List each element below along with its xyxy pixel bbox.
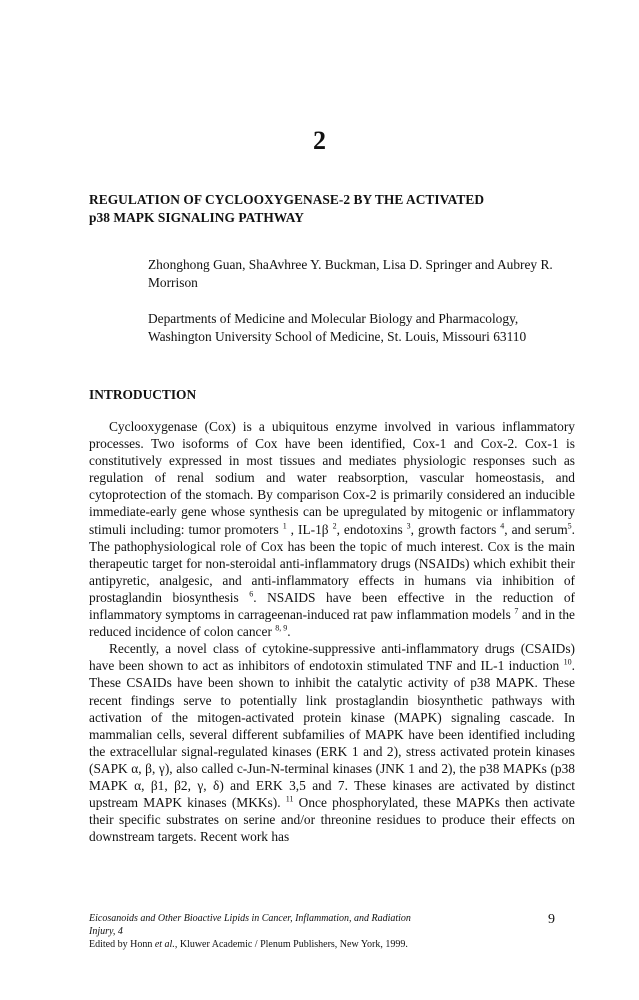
authors: Zhonghong Guan, ShaAvhree Y. Buckman, Lisa D. Springer and Aubrey R. Morrison <box>148 257 553 290</box>
citation: 5 <box>567 521 572 531</box>
chapter-number: 2 <box>313 126 326 155</box>
text-segment: . These CSAIDs have been shown to inhibit the catalytic activity of p38 MAPK. These recent findings serve to potentially link prostaglandin biosynthetic pathways with activation of the mitogen-activated protein kinase (MAPK) signaling cascade. In mammalian cells, several different subfamilies of MAPK have been identified including the extracellular signal-regulated kinases (ERK 1 and 2), stress activated protein kinases (SAPK α, β, γ), also called c-Jun-N-terminal kinases (JNK 1 and 2), the p38 MAPKs (p38 MAPK α, β1, β2, γ, δ) and ERK 3,5 and 7. These kinases are activated by distinct upstream MAPK kinases (MKKs). <box>89 658 575 811</box>
citation: 10 <box>563 657 572 667</box>
citation: 4 <box>500 521 505 531</box>
text-segment: . The pathophysiological role of Cox has been the topic of much interest. Cox is the main therapeutic target for non-steroidal anti-inflammatory drugs (NSAIDs) which exhibit their antipyretic, analgesic, and anti-inflammatory effects in humans via inhibition of prostaglandin biosynthesis <box>89 521 575 605</box>
chapter-title-line-2: p38 MAPK SIGNALING PATHWAY <box>89 210 304 225</box>
chapter-title-line-1: REGULATION OF CYCLOOXYGENASE-2 BY THE ACTIVATED <box>89 192 485 207</box>
citation: 11 <box>285 794 294 804</box>
footer <box>89 912 439 951</box>
paragraph-2 <box>89 640 575 845</box>
footer-book-title: Eicosanoids and Other Bioactive Lipids in Cancer, Inflammation, and Radiation Injury, 4 <box>89 913 411 937</box>
citation: 1 <box>282 521 287 531</box>
footer-et-al: et al. <box>154 939 175 950</box>
affiliation: Departments of Medicine and Molecular Biology and Pharmacology, Washington University School of Medicine, St. Louis, Missouri 63110 <box>148 311 527 344</box>
text-segment: , growth factors <box>410 521 501 537</box>
footer-edited-prefix: Edited by Honn <box>89 939 155 950</box>
footer-edited-by <box>89 938 439 951</box>
text-segment: , IL-1β <box>286 521 333 537</box>
citation: 3 <box>406 521 411 531</box>
text-segment: . NSAIDS have been effective in the reduction of inflammatory symptoms in carrageenan-induced rat paw inflammation models <box>89 589 575 623</box>
text-segment: Cyclooxygenase (Cox) is a ubiquitous enzyme involved in various inflammatory processes. Two isoforms of Cox have been identified, Cox-1 and Cox-2. Cox-1 is constitutively expressed in most tissues and mediates physiologic responses such as regulation of renal sodium and water reabsorption, vascular homeostasis, and cytoprotection of the stomach. By comparison Cox-2 is primarily considered an inducible immediate-early gene whose synthesis can be upregulated by mitogenic or inflammatory stimuli including: tumor promoters <box>89 419 575 537</box>
citation: 2 <box>332 521 337 531</box>
footer-publisher: , Kluwer Academic / Plenum Publishers, New York, 1999. <box>174 939 408 950</box>
text-segment: Recently, a novel class of cytokine-suppressive anti-inflammatory drugs (CSAIDs) have been shown to act as inhibitors of endotoxin stimulated TNF and IL-1 induction <box>89 641 575 674</box>
text-segment: , and serum <box>504 521 568 537</box>
chapter-title <box>89 191 559 227</box>
text-segment: , endotoxins <box>336 521 407 537</box>
citation: 6 <box>249 589 254 599</box>
text-segment: . <box>287 624 291 640</box>
text-segment: and in the reduced incidence of colon cancer <box>89 607 575 640</box>
section-heading-introduction: INTRODUCTION <box>89 387 197 402</box>
citation: 7 <box>514 606 519 616</box>
page-number: 9 <box>548 912 555 927</box>
text-segment: Once phosphorylated, these MAPKs then activate their specific substrates on serine and/or threonine residues to produce their effects on downstream targets. Recent work has <box>89 795 575 845</box>
paragraph-1 <box>89 418 575 640</box>
citation: 8, 9 <box>275 623 288 633</box>
body-text <box>89 418 575 845</box>
